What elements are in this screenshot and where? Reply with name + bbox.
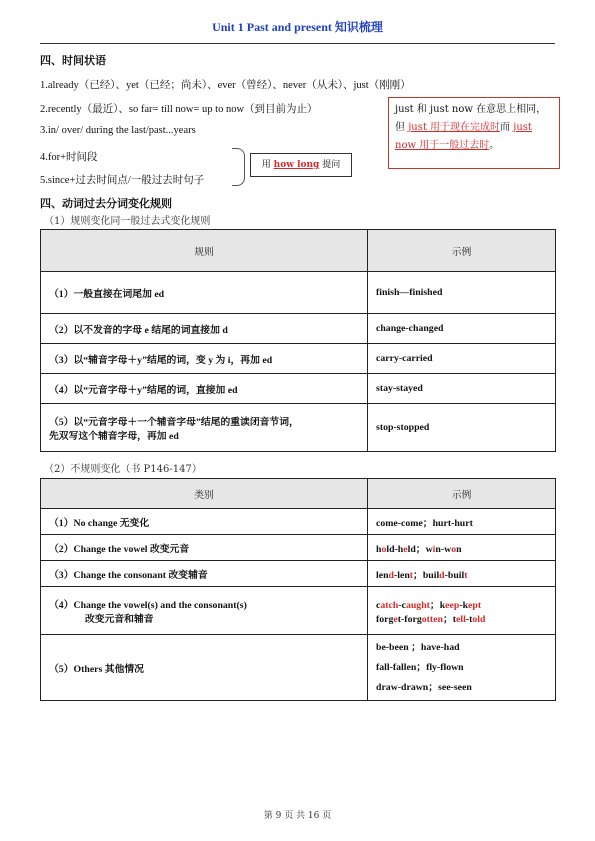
note-line-1: just 和 just now 在意思上相同，	[395, 104, 547, 115]
table-row: （2）以不发音的字母 e 结尾的词直接加 d	[41, 314, 368, 344]
table-cell-example: change-changed	[368, 314, 556, 344]
adverbial-line-3: 3.in/ over/ during the last/past...years	[40, 125, 196, 136]
note-line-2: 但 just 用于现在完成时而 just	[395, 122, 532, 133]
irregular-subheading: （2）不规则变化（书 P146-147）	[44, 464, 202, 475]
table2-header-example: 示例	[368, 479, 556, 509]
regular-rules-table	[40, 229, 556, 452]
table2-header-category: 类别	[41, 479, 368, 509]
just-note-box	[388, 97, 560, 169]
how-long-hint-box: 用 how long 提问	[250, 153, 352, 177]
adverbial-line-1: 1.already（已经）、yet（已经；尚未）、ever（曾经）、never（从未）、just（刚刚）	[40, 80, 411, 91]
table-row: （5）Others 其他情况	[41, 635, 368, 701]
table-cell-example: be-been ；have-had fall-fallen；fly-flown draw-drawn；see-seen	[368, 635, 556, 701]
table-cell-example: finish—finished	[368, 272, 556, 314]
table-cell-example: stay-stayed	[368, 374, 556, 404]
table-row: （5）以“元音字母＋一个辅音字母”结尾的重读闭音节词， 先双写这个辅音字母，再加 ed	[41, 404, 368, 452]
table-row: （3）以“辅音字母＋y”结尾的词，变 y 为 i，再加 ed	[41, 344, 368, 374]
adverbial-line-4: 4.for+时间段	[40, 152, 98, 163]
brace-bracket	[232, 148, 245, 186]
table-cell-example: come-come；hurt-hurt	[368, 509, 556, 535]
header-divider	[40, 43, 555, 44]
table-cell-example: catch-caught；keep-kept forget-forgotten；tell-told	[368, 587, 556, 635]
table-cell-example: stop-stopped	[368, 404, 556, 452]
note-line-3: now 用于一般过去时。	[395, 140, 500, 151]
table-row: （4）Change the vowel(s) and the consonant(s) 改变元音和辅音	[41, 587, 368, 635]
table-row: （4）以“元音字母＋y”结尾的词，直接加 ed	[41, 374, 368, 404]
table-cell-example: lend-lent；build-built	[368, 561, 556, 587]
table-cell-example: carry-carried	[368, 344, 556, 374]
regular-subheading: （1）规则变化同一般过去式变化规则	[44, 216, 211, 227]
section-heading-past-participle: 四、动词过去分词变化规则	[40, 197, 172, 210]
hint-emphasis: how long	[273, 160, 320, 170]
table1-header-example: 示例	[368, 230, 556, 272]
adverbial-line-2: 2.recently（最近）、so far= till now= up to now（到目前为止）	[40, 104, 318, 115]
table-row: （3）Change the consonant 改变辅音	[41, 561, 368, 587]
page-number: 第 9 页 共 16 页	[263, 811, 332, 821]
page-header: Unit 1 Past and present 知识梳理	[212, 20, 383, 34]
table-row: （1）一般直接在词尾加 ed	[41, 272, 368, 314]
table-row: （2）Change the vowel 改变元音	[41, 535, 368, 561]
adverbial-line-5: 5.since+过去时间点/一般过去时句子	[40, 175, 205, 186]
section-heading-time-adverbials: 四、时间状语	[40, 54, 106, 67]
table-row: （1）No change 无变化	[41, 509, 368, 535]
table1-header-rule: 规则	[41, 230, 368, 272]
irregular-rules-table	[40, 478, 556, 701]
table-cell-example: hold-held；win-won	[368, 535, 556, 561]
